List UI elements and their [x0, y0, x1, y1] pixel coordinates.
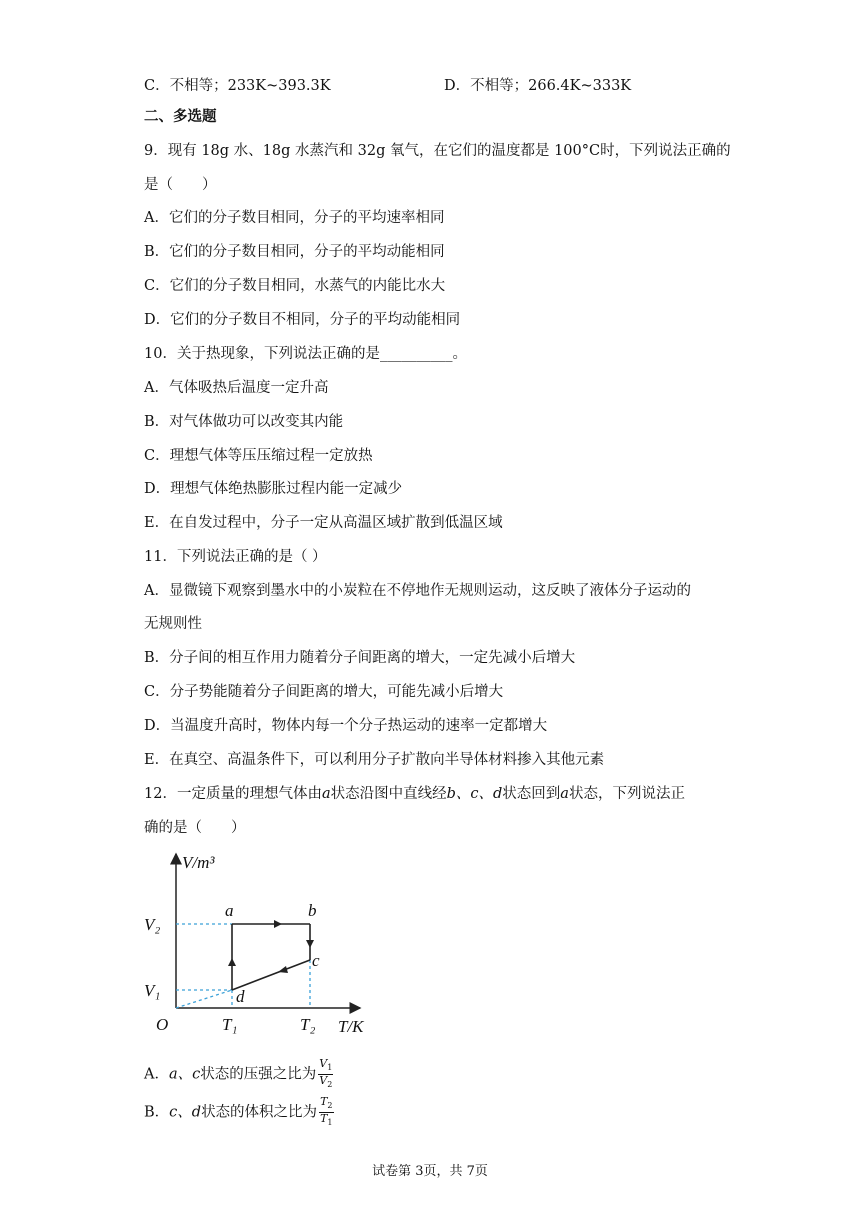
q12-option-b: [144, 1096, 334, 1129]
q11-option-d: D．当温度升高时，物体内每一个分子热运动的速率一定都增大: [144, 718, 548, 734]
page-footer: 试卷第 3页，共 7页: [372, 1164, 488, 1179]
q12-stem-mid2: 状态回到: [502, 786, 561, 802]
q11-option-a-line2: 无规则性: [144, 616, 202, 632]
t2-label: T₂: [300, 1015, 316, 1034]
arrow-d-a: [228, 958, 236, 966]
point-d-label: d: [236, 987, 245, 1006]
frac-b-num: T: [320, 1095, 328, 1108]
t1-label: T₁: [222, 1015, 238, 1034]
q10-option-e: E．在自发过程中，分子一定从高温区域扩散到低温区域: [144, 515, 503, 531]
q11-option-b: B．分子间的相互作用力随着分子间距离的增大，一定先减小后增大: [144, 650, 576, 666]
q12-stem-line1: [144, 784, 685, 804]
frac-a-den: V: [319, 1074, 328, 1088]
frac-a-num: V: [319, 1057, 328, 1070]
q11-option-a-line1: A．显微镜下观察到墨水中的小炭粒在不停地作无规则运动，这反映了液体分子运动的: [144, 583, 691, 599]
origin-label: O: [156, 1015, 169, 1034]
v2-label: V₂: [144, 915, 161, 934]
v1-label: V₁: [144, 981, 161, 1000]
q12-option-a-vars: a、c: [168, 1066, 201, 1083]
x-axis-label: T/K: [338, 1017, 364, 1036]
q10-option-d: D．理想气体绝热膨胀过程内能一定减少: [144, 481, 403, 497]
q12-stem-pre: 12．一定质量的理想气体由: [144, 786, 322, 802]
q11-stem: 11．下列说法正确的是（ ）: [144, 549, 327, 565]
section-title: 二、多选题: [144, 108, 217, 125]
q12-stem-end: 状态，下列说法正: [568, 786, 685, 802]
q9-stem-line1: 9．现有 18g 水、18g 水蒸汽和 32g 氧气，在它们的温度都是 100°C时，下列说法正确的: [144, 143, 731, 159]
path-c-d: [232, 960, 310, 990]
arrow-c-d: [278, 966, 288, 973]
q9-stem-line2: 是（ ）: [144, 177, 217, 193]
q12-option-a-fraction: [318, 1058, 333, 1091]
q12-var-bcd: b、c、d: [446, 786, 503, 802]
q12-option-b-fraction: [319, 1096, 333, 1129]
frac-b-num-sub: 2: [327, 1101, 333, 1111]
q12-option-a: [144, 1058, 333, 1091]
direction-arrows: [228, 920, 314, 973]
q10-stem: 10．关于热现象，下列说法正确的是__________。: [144, 346, 467, 362]
frac-a-den-sub: 2: [327, 1080, 333, 1090]
q9-option-b: B．它们的分子数目相同，分子的平均动能相同: [144, 244, 445, 260]
q10-option-b: B．对气体做功可以改变其内能: [144, 414, 344, 430]
q10-option-a: A．气体吸热后温度一定升高: [144, 380, 329, 396]
option-c-prev: C．不相等；233K~393.3K: [144, 78, 331, 94]
frac-b-den: T: [320, 1112, 328, 1126]
q9-option-d: D．它们的分子数目不相同，分子的平均动能相同: [144, 312, 461, 328]
point-c-label: c: [312, 951, 320, 970]
q12-option-b-vars: c、d: [169, 1104, 202, 1121]
origin-guide: [176, 990, 232, 1008]
q12-var-a: a: [321, 786, 331, 802]
arrow-b-c: [306, 940, 314, 948]
q12-option-a-text: 状态的压强之比为: [200, 1066, 317, 1083]
arrow-a-b: [274, 920, 282, 928]
v-t-diagram: [140, 840, 390, 1040]
process-path: [232, 924, 310, 990]
option-d-prev: D．不相等；266.4K~333K: [444, 78, 632, 94]
q9-option-c: C．它们的分子数目相同，水蒸气的内能比水大: [144, 278, 446, 294]
q12-option-b-pre: B．: [144, 1104, 170, 1121]
q10-option-c: C．理想气体等压压缩过程一定放热: [144, 448, 373, 464]
point-b-label: b: [308, 901, 317, 920]
y-axis-label: V/m³: [182, 853, 215, 872]
q12-option-b-text: 状态的体积之比为: [201, 1104, 318, 1121]
q9-option-a: A．它们的分子数目相同，分子的平均速率相同: [144, 210, 445, 226]
q11-option-e: E．在真空、高温条件下，可以利用分子扩散向半导体材料掺入其他元素: [144, 752, 605, 768]
q12-option-a-pre: A．: [144, 1066, 169, 1083]
q12-stem-line2: 确的是（ ）: [144, 820, 246, 836]
frac-a-num-sub: 1: [327, 1063, 333, 1073]
q12-stem-mid1: 状态沿图中直线经: [330, 786, 447, 802]
q12-var-a2: a: [560, 786, 569, 802]
frac-b-den-sub: 1: [327, 1118, 333, 1128]
q11-option-c: C．分子势能随着分子间距离的增大，可能先减小后增大: [144, 684, 504, 700]
point-a-label: a: [225, 901, 234, 920]
